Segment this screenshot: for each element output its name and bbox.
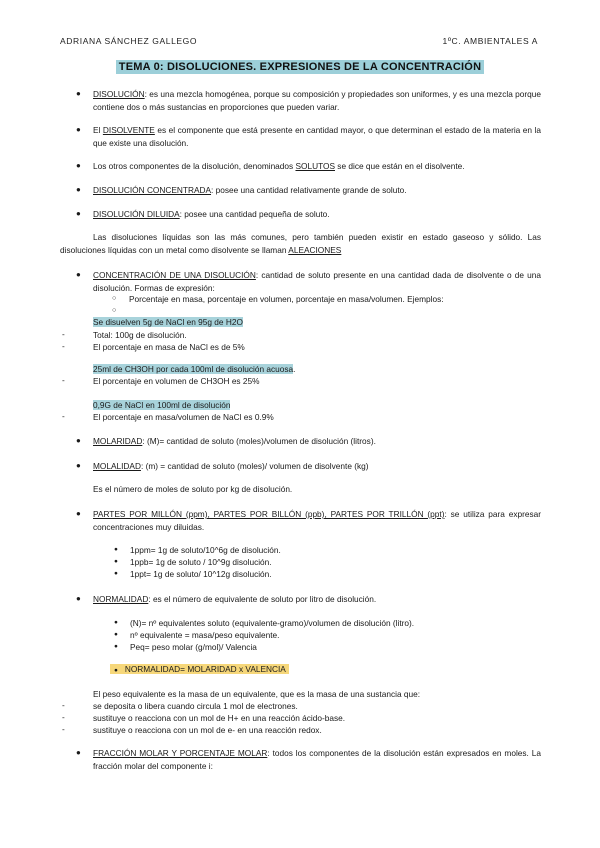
bullet-icon: ● bbox=[114, 631, 118, 638]
dash-bullet: - bbox=[62, 700, 65, 710]
definition: : cantidad de soluto presente en una cantidad dada de disolvente o de una disolución. Formas de expresión: bbox=[93, 270, 541, 293]
bullet-icon: ● bbox=[76, 125, 81, 134]
example-3-highlight bbox=[93, 399, 230, 412]
bullet-icon: ● bbox=[114, 643, 118, 650]
bullet-icon: ● bbox=[114, 667, 118, 674]
bullet-icon: ● bbox=[76, 594, 81, 603]
example-2-line: El porcentaje en volumen de CH3OH es 25% bbox=[93, 376, 260, 386]
dash-bullet: - bbox=[62, 341, 65, 351]
normalidad-sub: (N)= nº equivalentes soluto (equivalente-gramo)/volumen de disolución (litro). bbox=[130, 618, 415, 628]
term: CONCENTRACIÓN DE UNA DISOLUCIÓN bbox=[93, 270, 256, 280]
peso-eq-line: se deposita o libera cuando circula 1 mol de electrones. bbox=[93, 701, 298, 711]
definition: : todos los componentes de la disolución están expresados en moles. La fracción molar del componente i: bbox=[93, 748, 541, 771]
partes-sub: 1ppm= 1g de soluto/10^6g de disolución. bbox=[130, 545, 281, 555]
term: ALEACIONES bbox=[288, 244, 342, 255]
highlight-text: Se disuelven 5g de NaCl en 95g de H2O bbox=[93, 317, 243, 327]
term: MOLARIDAD bbox=[93, 436, 143, 446]
circle-bullet-icon: ○ bbox=[112, 307, 117, 314]
header-course: 1ºC. AMBIENTALES A bbox=[442, 36, 538, 46]
definition: : es el número de equivalente de soluto por litro de disolución. bbox=[148, 594, 377, 604]
normalidad-sub: nº equivalente = masa/peso equivalente. bbox=[130, 630, 280, 640]
definition: es el componente que está presente en cantidad mayor, o que determinan el estado de la materia en la que existe una disolución. bbox=[93, 125, 541, 148]
term: DISOLUCIÓN DILUIDA bbox=[93, 209, 180, 219]
bullet-icon: ● bbox=[76, 461, 81, 470]
header-author: ADRIANA SÁNCHEZ GALLEGO bbox=[60, 36, 198, 46]
bullet-icon: ● bbox=[76, 270, 81, 279]
peso-eq-intro: El peso equivalente es la masa de un equivalente, que es la masa de una sustancia que: bbox=[93, 689, 421, 699]
para-liquidas bbox=[60, 231, 541, 256]
term: DISOLUCIÓN bbox=[93, 89, 145, 99]
page-title: TEMA 0: DISOLUCIONES. EXPRESIONES DE LA CONCENTRACIÓN bbox=[116, 60, 484, 74]
bullet-icon: ● bbox=[76, 161, 81, 170]
definition: : (m) = cantidad de soluto (moles)/ volumen de disolvente (kg) bbox=[140, 461, 369, 471]
term: FRACCIÓN MOLAR Y PORCENTAJE MOLAR bbox=[93, 748, 268, 758]
term: MOLALIDAD bbox=[93, 461, 141, 471]
bullet-icon: ● bbox=[76, 509, 81, 518]
item-concentrada bbox=[93, 184, 541, 197]
dash-bullet: - bbox=[62, 724, 65, 734]
partes-sub: 1ppt= 1g de soluto/ 10^12g disolución. bbox=[130, 569, 272, 579]
example-2-highlight bbox=[93, 363, 295, 376]
item-fraccion bbox=[93, 747, 541, 772]
concentracion-sub-1: Porcentaje en masa, porcentaje en volumen, porcentaje en masa/volumen. Ejemplos: bbox=[129, 294, 444, 304]
item-concentracion bbox=[93, 269, 541, 294]
definition: : es una mezcla homogénea, porque su composición y propiedades son uniformes, y es una mezcla porque contiene dos o más sustancias en proporciones que pueden variar. bbox=[93, 89, 541, 112]
example-1-highlight bbox=[93, 316, 243, 329]
item-disolucion bbox=[93, 88, 541, 113]
peso-eq-line: sustituye o reacciona con un mol de e- en una reacción redox. bbox=[93, 725, 322, 735]
dash-bullet: - bbox=[62, 712, 65, 722]
bullet-icon: ● bbox=[114, 558, 118, 565]
bullet-icon: ● bbox=[114, 619, 118, 626]
item-disolvente bbox=[93, 124, 541, 149]
normalidad-formula bbox=[110, 663, 289, 678]
example-3-line: El porcentaje en masa/volumen de NaCl es 0.9% bbox=[93, 412, 274, 422]
term: SOLUTOS bbox=[295, 161, 335, 171]
term: NORMALIDAD bbox=[93, 594, 149, 604]
definition: se dice que están en el disolvente. bbox=[334, 161, 465, 171]
text: Las disoluciones líquidas son las más comunes, pero también pueden existir en estado gaseoso y sólido. Las disoluciones líquidas con un metal como disolvente se llaman bbox=[60, 232, 541, 255]
highlight-text: 0,9G de NaCl en 100ml de disolución bbox=[93, 400, 231, 410]
definition: : posee una cantidad relativamente grande de soluto. bbox=[211, 185, 407, 195]
bullet-icon: ● bbox=[114, 570, 118, 577]
item-diluida bbox=[93, 208, 541, 221]
molalidad-note: Es el número de moles de soluto por kg de disolución. bbox=[93, 484, 293, 494]
text: Los otros componentes de la disolución, denominados bbox=[93, 161, 296, 171]
bullet-icon: ● bbox=[76, 209, 81, 218]
item-solutos bbox=[93, 160, 541, 173]
dash-bullet: - bbox=[62, 375, 65, 385]
peso-eq-line: sustituye o reacciona con un mol de H+ en una reacción ácido-base. bbox=[93, 713, 346, 723]
definition: : (M)= cantidad de soluto (moles)/volumen de disolución (litros). bbox=[142, 436, 376, 446]
example-1-line: Total: 100g de disolución. bbox=[93, 330, 187, 340]
circle-bullet-icon: ○ bbox=[112, 295, 117, 302]
bullet-icon: ● bbox=[76, 89, 81, 98]
example-1-line: El porcentaje en masa de NaCl es de 5% bbox=[93, 342, 245, 352]
term: DISOLVENTE bbox=[102, 125, 155, 135]
highlight-formula bbox=[110, 664, 289, 674]
item-molaridad bbox=[93, 435, 541, 448]
bullet-icon: ● bbox=[114, 546, 118, 553]
text: . bbox=[293, 364, 296, 374]
text: El bbox=[93, 125, 103, 135]
partes-sub: 1ppb= 1g de soluto / 10^9g disolución. bbox=[130, 557, 272, 567]
item-partes bbox=[93, 508, 541, 533]
item-normalidad bbox=[93, 593, 541, 606]
definition: : se utiliza para expresar concentraciones muy diluidas. bbox=[93, 509, 541, 532]
title-row bbox=[0, 57, 600, 75]
highlight-text: 25ml de CH3OH por cada 100ml de disolución acuosa bbox=[93, 364, 294, 374]
definition: : posee una cantidad pequeña de soluto. bbox=[179, 209, 330, 219]
bullet-icon: ● bbox=[76, 436, 81, 445]
term: DISOLUCIÓN CONCENTRADA bbox=[93, 185, 212, 195]
bullet-icon: ● bbox=[76, 185, 81, 194]
item-molalidad bbox=[93, 460, 541, 473]
normalidad-sub: Peq= peso molar (g/mol)/ Valencia bbox=[130, 642, 257, 652]
dash-bullet: - bbox=[62, 329, 65, 339]
term: PARTES POR MILLÓN (ppm), PARTES POR BILLÓN (ppb), PARTES POR TRILLÓN (ppt) bbox=[93, 509, 445, 519]
highlight-text: NORMALIDAD= MOLARIDAD x VALENCIA bbox=[124, 664, 286, 674]
dash-bullet: - bbox=[62, 411, 65, 421]
bullet-icon: ● bbox=[76, 748, 81, 757]
